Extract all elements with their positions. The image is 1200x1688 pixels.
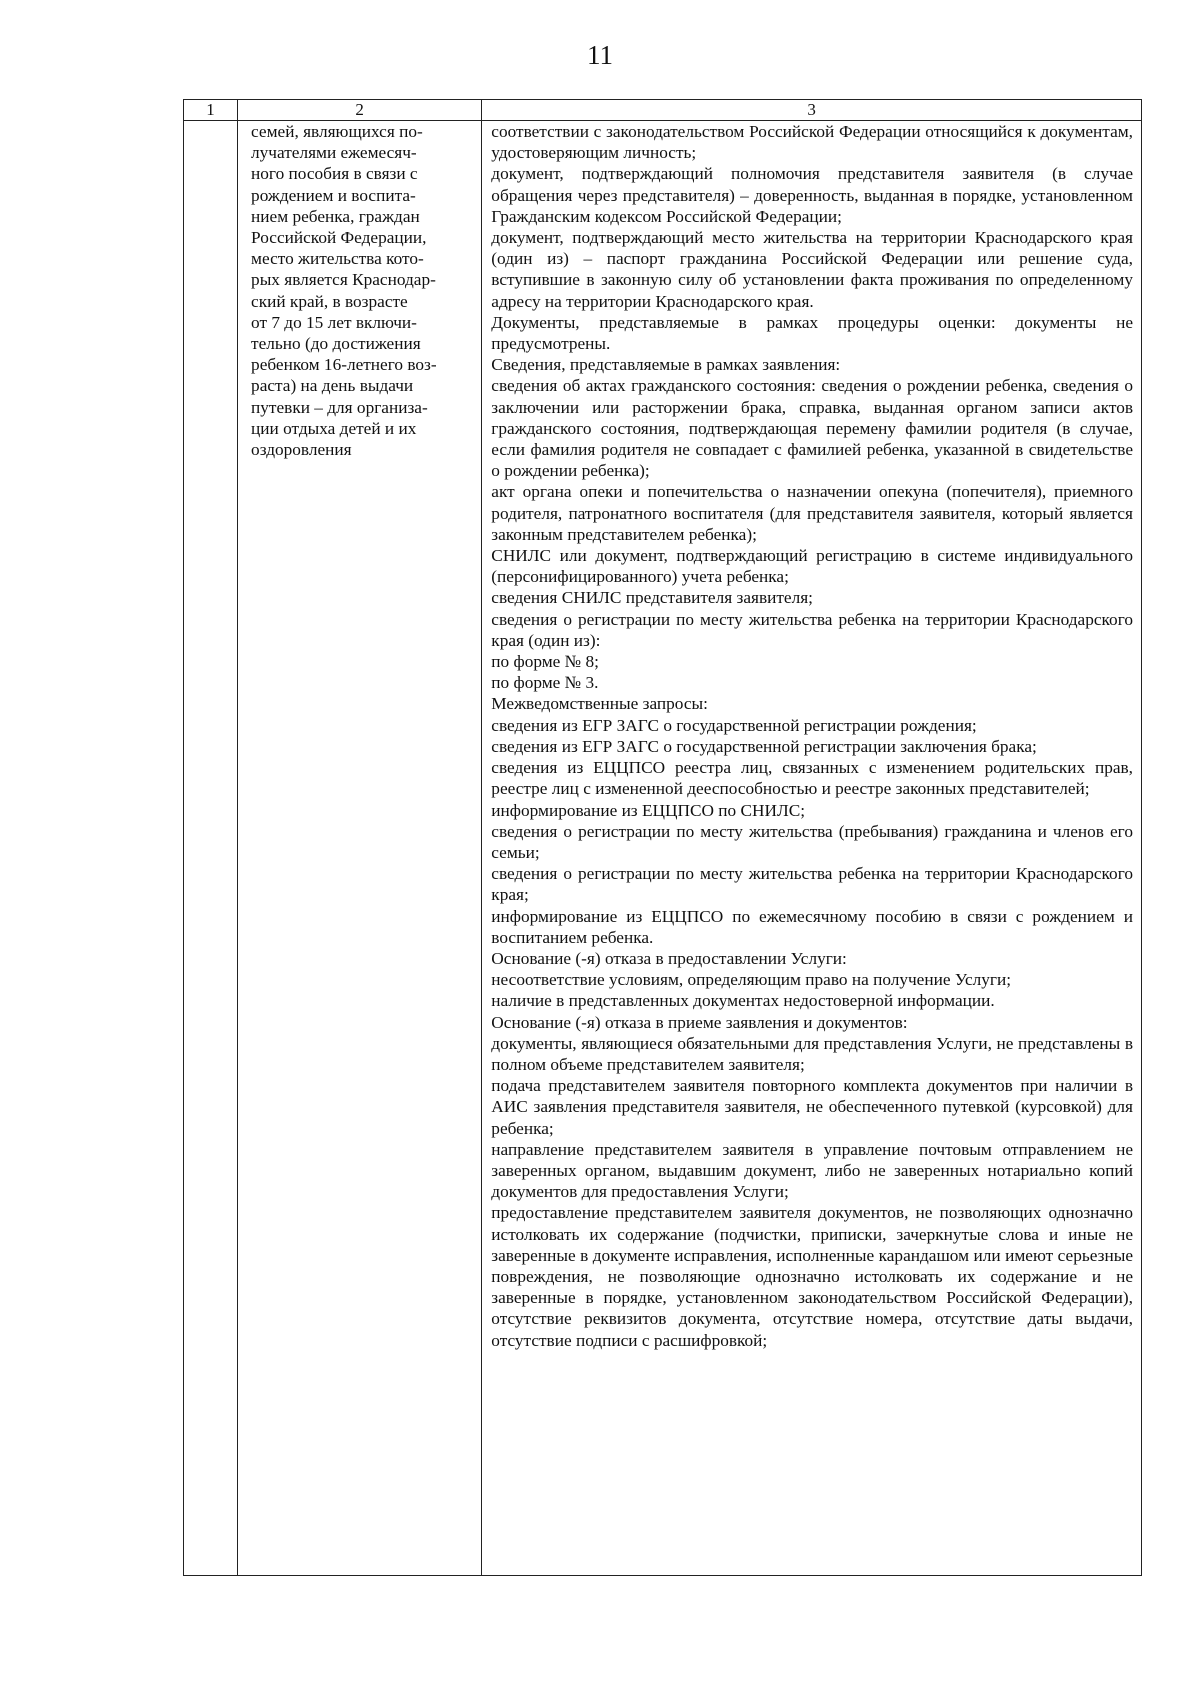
column-2-line: Российской Федерации, [251,228,427,248]
column-3-paragraph: сведения о регистрации по месту жительства ребенка на территории Краснодарского края; [491,864,1133,905]
document-table [183,99,1142,1576]
column-3-paragraph: подача представителем заявителя повторного комплекта документов при наличии в АИС заявления представителя заявителя, не обеспеченного путевкой (курсовкой) для ребенка; [491,1076,1133,1138]
column-3-paragraph: сведения СНИЛС представителя заявителя; [491,588,813,608]
header-cell-1: 1 [184,100,238,121]
column-3-paragraph: несоответствие условиям, определяющим право на получение Услуги; [491,970,1012,990]
column-3-paragraph: информирование из ЕЦЦПСО по СНИЛС; [491,800,806,820]
table-header-row [184,100,1142,121]
column-3-paragraph: Сведения, представляемые в рамках заявления: [491,355,841,375]
column-3-paragraph: сведения из ЕЦЦПСО реестра лиц, связанных с изменением родительских прав, реестре лиц с измененной дееспособностью и реестре законных представителей; [491,758,1133,799]
column-3-paragraph: сведения об актах гражданского состояния: сведения о рождении ребенка, сведения о заключении или расторжении брака, справка, выданная органом записи актов гражданского состояния, подтверждающая перемену фамилии родителя (в случае, если фамилия родителя не совпадает с фамилией ребенка, указанной в свидетельстве о рождении ребенка); [491,376,1133,481]
column-1-cell [184,121,238,1576]
table-body-row [184,121,1142,1576]
column-3-paragraph: Межведомственные запросы: [491,694,708,714]
column-3-paragraph: информирование из ЕЦЦПСО по ежемесячному пособию в связи с рождением и воспитанием ребенка. [491,906,1133,947]
column-2-line: семей, являющихся по- [251,122,423,141]
column-3-paragraph: акт органа опеки и попечительства о назначении опекуна (попечителя), приемного родителя, патронатного воспитателя (для представителя заявителя, который является законным представителем ребенка); [491,482,1133,544]
column-2-line: путевки – для организа- [251,397,428,417]
column-3-paragraph: Основание (-я) отказа в приеме заявления и документов: [491,1012,908,1032]
column-3-paragraph: документ, подтверждающий место жительства на территории Краснодарского края (один из) – паспорт гражданина Российской Федерации или решение суда, вступившие в законную силу об установлении факта проживания по определенному адресу на территории Краснодарского края. [491,228,1133,311]
page-number: 11 [587,40,613,70]
column-2-cell [238,121,482,1576]
column-3-paragraph: сведения о регистрации по месту жительства (пребывания) гражданина и членов его семьи; [491,821,1133,862]
column-3-paragraph: соответствии с законодательством Российской Федерации относящийся к документам, удостоверяющим личность; [491,122,1133,163]
column-3-paragraph: Основание (-я) отказа в предоставлении Услуги: [491,948,847,968]
column-3-paragraph: СНИЛС или документ, подтверждающий регистрацию в системе индивидуального (персонифицированного) учета ребенка; [491,546,1133,587]
column-2-line: от 7 до 15 лет включи- [251,312,417,332]
column-2-line: рождением и воспита- [251,185,416,205]
column-2-line: нием ребенка, граждан [251,206,420,226]
column-2-line: ции отдыха детей и их [251,418,417,438]
column-2-line: ский край, в возрасте [251,291,408,311]
column-3-paragraph: сведения из ЕГР ЗАГС о государственной регистрации рождения; [491,715,977,735]
header-cell-2: 2 [238,100,482,121]
column-3-cell [482,121,1142,1576]
column-2-line: тельно (до достижения [251,334,421,354]
column-2-line: раста) на день выдачи [251,376,414,396]
column-2-line: рых является Краснодар- [251,270,436,290]
header-cell-3: 3 [482,100,1142,121]
column-2-line: оздоровления [251,440,352,460]
column-3-paragraph: сведения из ЕГР ЗАГС о государственной регистрации заключения брака; [491,736,1037,756]
column-3-paragraph: по форме № 3. [491,673,599,693]
column-3-paragraph: Документы, представляемые в рамках процедуры оценки: документы не предусмотрены. [491,312,1133,354]
column-3-paragraph: сведения о регистрации по месту жительства ребенка на территории Краснодарского края (один из): [491,609,1133,650]
column-3-paragraph: направление представителем заявителя в управление почтовым отправлением не заверенных органом, выдавшим документ, либо не заверенных нотариально копий документов для предоставления Услуги; [491,1139,1133,1202]
column-2-line: ребенком 16-летнего воз- [251,355,437,375]
column-2-line: место жительства кото- [251,249,424,269]
column-3-paragraph: предоставление представителем заявителя документов, не позволяющих однозначно истолковать их содержание (подчистки, приписки, зачеркнутые слова и иные не заверенные в документе исправления, исполненные карандашом или имеют серьезные повреждения, не позволяющие однозначно истолковать их содержание и не заверенные в порядке, установленном законодательством Российской Федерации), отсутствие реквизитов документа, отсутствие номера, отсутствие даты выдачи, отсутствие подписи с расшифровкой; [491,1203,1133,1350]
column-2-line: ного пособия в связи с [251,164,418,184]
column-3-paragraph: документ, подтверждающий полномочия представителя заявителя (в случае обращения через представителя) – доверенность, выданная в порядке, установленном Гражданским кодексом Российской Федерации; [491,164,1133,226]
column-3-paragraph: наличие в представленных документах недостоверной информации. [491,991,995,1011]
column-2-line: лучателями ежемесяч- [251,143,417,163]
column-3-paragraph: документы, являющиеся обязательными для представления Услуги, не представлены в полном объеме представителем заявителя; [491,1033,1133,1074]
column-3-paragraph: по форме № 8; [491,652,599,672]
